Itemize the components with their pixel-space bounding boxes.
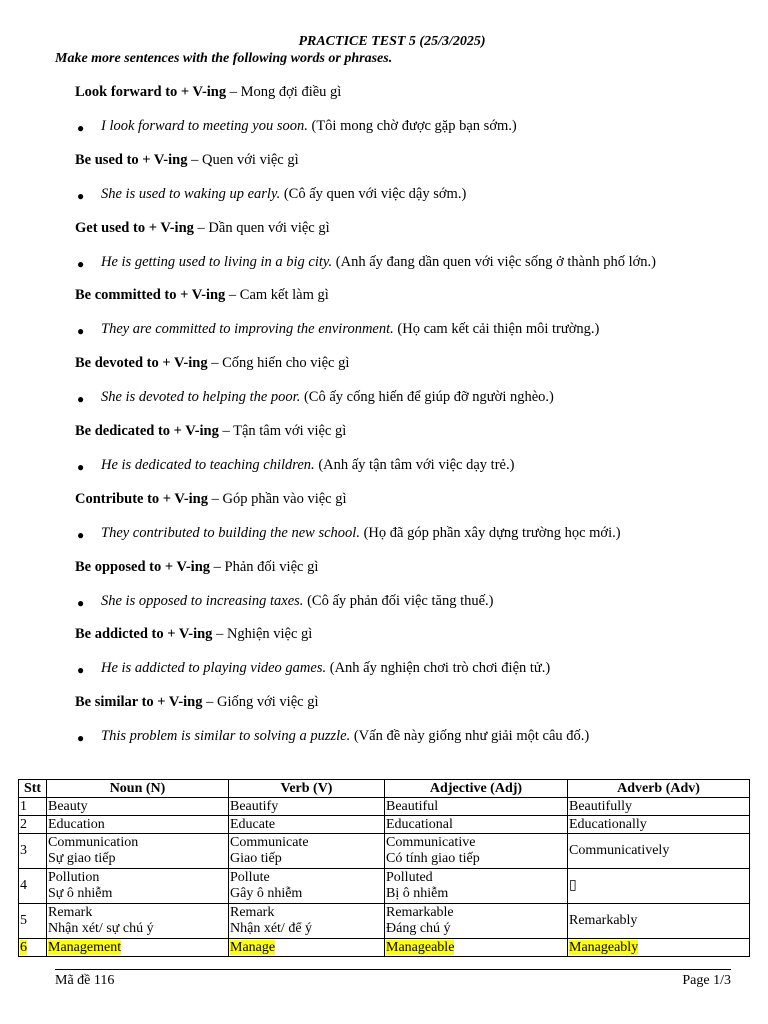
- example-sentence: He is addicted to playing video games.: [101, 660, 327, 677]
- cell-adverb: ▯: [568, 869, 750, 904]
- verb-en: Remark: [230, 905, 275, 920]
- highlighted-text: Manageable: [386, 939, 455, 955]
- phrase-line: [75, 152, 299, 169]
- phrase-meaning: – Tận tâm với việc gì: [218, 422, 347, 439]
- verb-vi: Giao tiếp: [230, 851, 282, 866]
- adj-vi: Đáng chú ý: [386, 921, 451, 936]
- bullet-icon: ●: [77, 392, 85, 407]
- cell-stt: 4: [19, 869, 47, 904]
- example-line: [101, 660, 550, 677]
- adj-vi: Bị ô nhiễm: [386, 886, 449, 901]
- highlighted-text: 6: [20, 939, 27, 955]
- example-line: [101, 118, 517, 135]
- phrase-line: [75, 626, 312, 643]
- cell-stt: 5: [19, 904, 47, 939]
- adj-vi: Có tính giao tiếp: [386, 851, 480, 866]
- phrase-meaning: – Cam kết làm gì: [225, 287, 329, 304]
- phrase-line: [75, 84, 341, 101]
- phrase-meaning: – Cống hiến cho việc gì: [207, 355, 350, 372]
- page-number: Page 1/3: [682, 973, 731, 988]
- example-sentence: I look forward to meeting you soon.: [101, 118, 308, 134]
- cell-adverb: Communicatively: [568, 834, 750, 869]
- example-line: [101, 525, 621, 542]
- example-line: [101, 457, 514, 474]
- phrase-entry: [0, 287, 768, 355]
- cell-adverb: Remarkably: [568, 904, 750, 939]
- example-sentence: She is devoted to helping the poor.: [101, 389, 301, 406]
- highlighted-text: Manageably: [569, 939, 639, 955]
- table-row-highlighted: [19, 939, 750, 957]
- phrase-meaning: – Dần quen với việc gì: [193, 219, 330, 236]
- cell-noun: [47, 834, 229, 869]
- cell-adjective: [385, 939, 568, 957]
- phrase-meaning: – Mong đợi điều gì: [226, 84, 342, 100]
- example-sentence: They contributed to building the new school.: [101, 524, 360, 541]
- verb-vi: Gây ô nhiễm: [230, 886, 303, 901]
- cell-noun: [47, 869, 229, 904]
- cell-stt: [19, 939, 47, 957]
- example-translation: (Cô ấy quen với việc dậy sớm.): [280, 185, 467, 202]
- highlighted-text: Manage: [230, 939, 276, 955]
- bullet-icon: ●: [77, 663, 85, 678]
- phrase-line: [75, 559, 318, 576]
- cell-stt: 1: [19, 798, 47, 816]
- example-translation: (Anh ấy đang dần quen với việc sống ở thành phố lớn.): [332, 253, 656, 270]
- phrase-list: [0, 84, 768, 762]
- cell-verb: [229, 904, 385, 939]
- header-verb: Verb (V): [229, 780, 385, 798]
- example-sentence: He is dedicated to teaching children.: [101, 456, 315, 473]
- phrase-line: [75, 423, 346, 440]
- phrase-entry: [0, 626, 768, 694]
- example-line: [101, 254, 656, 271]
- phrase-line: [75, 287, 329, 304]
- phrase-meaning: – Giống với việc gì: [202, 694, 319, 711]
- phrase: Be used to + V-ing: [75, 151, 188, 168]
- verb-en: Communicate: [230, 835, 309, 850]
- phrase-entry: [0, 220, 768, 288]
- example-translation: (Anh ấy tận tâm với việc dạy trẻ.): [314, 456, 515, 473]
- cell-noun: [47, 939, 229, 957]
- phrase-line: [75, 491, 347, 508]
- noun-vi: Nhận xét/ sự chú ý: [48, 921, 154, 936]
- header-adjective: Adjective (Adj): [385, 780, 568, 798]
- cell-noun: Education: [47, 816, 229, 834]
- cell-stt: 2: [19, 816, 47, 834]
- phrase-entry: [0, 423, 768, 491]
- header-noun: Noun (N): [47, 780, 229, 798]
- table-row: [19, 904, 750, 939]
- cell-noun: [47, 904, 229, 939]
- phrase: Look forward to + V-ing: [75, 84, 227, 100]
- adj-en: Communicative: [386, 835, 476, 850]
- noun-en: Pollution: [48, 870, 100, 885]
- example-line: [101, 186, 466, 203]
- bullet-icon: ●: [77, 459, 85, 474]
- example-line: [101, 321, 599, 338]
- phrase-entry: [0, 152, 768, 220]
- cell-adjective: [385, 904, 568, 939]
- phrase: Be committed to + V-ing: [75, 287, 226, 304]
- cell-noun: Beauty: [47, 798, 229, 816]
- bullet-icon: ●: [77, 121, 85, 135]
- exam-code: Mã đề 116: [55, 973, 115, 988]
- cell-verb: [229, 939, 385, 957]
- example-translation: (Vấn đề này giống như giải một câu đố.): [350, 728, 590, 745]
- bullet-icon: ●: [77, 731, 85, 746]
- phrase-meaning: – Phản đối việc gì: [210, 558, 319, 575]
- phrase-meaning: – Quen với việc gì: [187, 151, 299, 168]
- bullet-icon: ●: [77, 324, 85, 339]
- phrase-entry: [0, 694, 768, 762]
- example-sentence: This problem is similar to solving a puzzle.: [101, 728, 351, 745]
- cell-adjective: [385, 869, 568, 904]
- cell-verb: [229, 869, 385, 904]
- verb-en: Pollute: [230, 870, 270, 885]
- example-sentence: She is used to waking up early.: [101, 185, 281, 202]
- example-sentence: He is getting used to living in a big city.: [101, 253, 333, 270]
- adj-en: Polluted: [386, 870, 433, 885]
- noun-vi: Sự giao tiếp: [48, 851, 116, 866]
- page-title: PRACTICE TEST 5 (25/3/2025): [298, 34, 486, 49]
- bullet-icon: ●: [77, 188, 85, 203]
- noun-en: Remark: [48, 905, 93, 920]
- cell-stt: 3: [19, 834, 47, 869]
- table-row: [19, 816, 750, 834]
- phrase-entry: [0, 559, 768, 627]
- cell-verb: [229, 834, 385, 869]
- phrase: Be opposed to + V-ing: [75, 558, 211, 575]
- cell-adjective: Beautiful: [385, 798, 568, 816]
- table-row: [19, 834, 750, 869]
- example-translation: (Anh ấy nghiện chơi trò chơi điện tử.): [326, 660, 551, 677]
- phrase-line: [75, 694, 318, 711]
- phrase-entry: [0, 84, 768, 152]
- phrase-entry: [0, 491, 768, 559]
- cell-adjective: Educational: [385, 816, 568, 834]
- phrase-line: [75, 355, 349, 372]
- noun-vi: Sự ô nhiễm: [48, 886, 113, 901]
- example-sentence: They are committed to improving the environment.: [101, 321, 394, 338]
- header-adverb: Adverb (Adv): [568, 780, 750, 798]
- table-header-row: [19, 780, 750, 798]
- verb-vi: Nhận xét/ để ý: [230, 921, 313, 936]
- bullet-icon: ●: [77, 527, 85, 542]
- table-row: [19, 869, 750, 904]
- bullet-icon: ●: [77, 595, 85, 610]
- adj-en: Remarkable: [386, 905, 454, 920]
- cell-adverb: Beautifully: [568, 798, 750, 816]
- phrase: Be similar to + V-ing: [75, 694, 203, 711]
- phrase: Be addicted to + V-ing: [75, 626, 213, 643]
- word-family-table: [18, 779, 750, 957]
- example-line: [101, 593, 494, 610]
- bullet-icon: ●: [77, 256, 85, 271]
- example-sentence: She is opposed to increasing taxes.: [101, 592, 304, 609]
- footer-divider: [55, 969, 731, 970]
- cell-adverb: Educationally: [568, 816, 750, 834]
- cell-adverb: [568, 939, 750, 957]
- phrase: Contribute to + V-ing: [75, 490, 208, 507]
- instructions: Make more sentences with the following words or phrases.: [55, 51, 393, 66]
- phrase-meaning: – Góp phần vào việc gì: [208, 490, 347, 507]
- noun-en: Communication: [48, 835, 139, 850]
- cell-verb: Educate: [229, 816, 385, 834]
- example-translation: (Họ đã góp phần xây dựng trường học mới.): [359, 524, 621, 541]
- example-translation: (Cô ấy phản đối việc tăng thuế.): [303, 592, 494, 609]
- cell-adjective: [385, 834, 568, 869]
- phrase-line: [75, 220, 330, 237]
- phrase-entry: [0, 355, 768, 423]
- cell-verb: Beautify: [229, 798, 385, 816]
- example-line: [101, 389, 554, 406]
- header-stt: Stt: [19, 780, 47, 798]
- phrase: Get used to + V-ing: [75, 219, 194, 236]
- example-translation: (Họ cam kết cải thiện môi trường.): [393, 321, 600, 338]
- phrase: Be dedicated to + V-ing: [75, 422, 219, 439]
- example-translation: (Cô ấy cống hiến để giúp đỡ người nghèo.): [300, 389, 554, 406]
- example-line: [101, 728, 589, 745]
- example-translation: (Tôi mong chờ được gặp bạn sớm.): [307, 118, 517, 134]
- table-row: [19, 798, 750, 816]
- highlighted-text: Management: [48, 939, 122, 955]
- phrase-meaning: – Nghiện việc gì: [212, 626, 313, 643]
- phrase: Be devoted to + V-ing: [75, 355, 208, 372]
